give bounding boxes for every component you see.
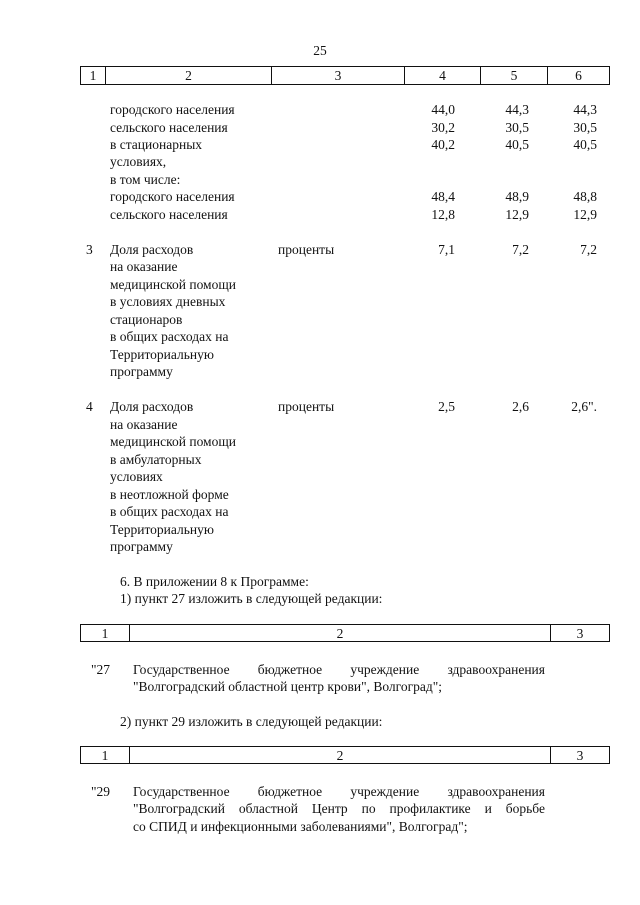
row-label: в том числе: xyxy=(110,172,181,187)
word: Государственное xyxy=(133,662,230,677)
table2-header xyxy=(80,624,610,642)
word: здравоохранения xyxy=(447,662,545,677)
table2-header-col3: 3 xyxy=(576,626,584,641)
page-number: 25 xyxy=(313,43,327,58)
row-text-line: программу xyxy=(110,539,173,554)
word: учреждение xyxy=(350,662,420,677)
row-number: "29 xyxy=(91,784,111,799)
table1-header xyxy=(80,66,610,85)
value-col4: 48,4 xyxy=(431,189,455,204)
word: бюджетное xyxy=(257,662,323,677)
row-text-line xyxy=(133,800,545,817)
row-text-line xyxy=(133,661,545,678)
table3-header xyxy=(80,746,610,764)
row-number: "27 xyxy=(91,662,111,677)
value-col5: 12,9 xyxy=(505,207,529,222)
word: учреждение xyxy=(350,784,420,799)
paragraph-6-item-1: 1) пункт 27 изложить в следующей редакции: xyxy=(120,591,383,606)
row-label: сельского населения xyxy=(110,120,228,135)
row-text-line: условиях xyxy=(110,469,163,484)
row-text-line: медицинской помощи xyxy=(110,277,236,292)
row-text-line: со СПИД и инфекционными заболеваниями", Волгоград"; xyxy=(133,819,468,834)
row-text-line: "Волгоградский областной центр крови", Волгоград"; xyxy=(133,679,442,694)
row-text-line: на оказание xyxy=(110,259,178,274)
table3-header-col3: 3 xyxy=(576,748,584,763)
word: по xyxy=(361,801,376,816)
row-text-line: на оказание xyxy=(110,417,178,432)
word: Государственное xyxy=(133,784,230,799)
paragraph-6: 6. В приложении 8 к Программе: xyxy=(120,574,309,589)
value-col5: 2,6 xyxy=(512,399,529,414)
value-col5: 44,3 xyxy=(505,102,529,117)
table2-header-col2: 2 xyxy=(336,626,344,641)
row-text-line: Территориальную xyxy=(110,522,214,537)
value-col4: 2,5 xyxy=(438,399,455,414)
value-col4: 44,0 xyxy=(431,102,455,117)
row-number: 4 xyxy=(86,399,93,414)
table3-header-col2: 2 xyxy=(336,748,344,763)
table1-header-col5: 5 xyxy=(510,68,518,83)
table1-header-col3: 3 xyxy=(334,68,342,83)
value-col4: 12,8 xyxy=(431,207,455,222)
value-col6: 44,3 xyxy=(573,102,597,117)
value-col6: 12,9 xyxy=(573,207,597,222)
word: и xyxy=(484,801,492,816)
value-col6: 40,5 xyxy=(573,137,597,152)
table1-header-col4: 4 xyxy=(439,68,446,83)
row-text-line: Доля расходов xyxy=(110,399,194,414)
table3-header-col1: 1 xyxy=(101,748,109,763)
value-col5: 30,5 xyxy=(505,120,529,135)
table1-header-col1: 1 xyxy=(89,68,97,83)
row-text-line: в общих расходах на xyxy=(110,329,229,344)
row-text-line: Доля расходов xyxy=(110,242,194,257)
value-col6: 30,5 xyxy=(573,120,597,135)
word: областной xyxy=(238,801,298,816)
row-text-line: стационаров xyxy=(110,312,183,327)
value-col4: 40,2 xyxy=(431,137,455,152)
table1-header-col6: 6 xyxy=(575,68,582,83)
word: профилактике xyxy=(389,801,471,816)
row-text-line: медицинской помощи xyxy=(110,434,236,449)
paragraph-6-item-2: 2) пункт 29 изложить в следующей редакции: xyxy=(120,714,383,729)
word: здравоохранения xyxy=(447,784,545,799)
row-text-line xyxy=(133,783,545,800)
table1-header-col2: 2 xyxy=(185,68,192,83)
row-label: сельского населения xyxy=(110,207,228,222)
row-text-line: программу xyxy=(110,364,173,379)
row-label: условиях, xyxy=(110,154,167,169)
row-label: городского населения xyxy=(110,189,235,204)
word: "Волгоградский xyxy=(133,801,225,816)
value-col6: 48,8 xyxy=(573,189,597,204)
row-text-line: в условиях дневных xyxy=(110,294,226,309)
row-text-line: Территориальную xyxy=(110,347,214,362)
word: борьбе xyxy=(505,801,545,816)
value-col5: 7,2 xyxy=(512,242,529,257)
row-number: 3 xyxy=(86,242,93,257)
word: Центр xyxy=(311,801,348,816)
row-unit: проценты xyxy=(278,242,335,257)
value-col5: 40,5 xyxy=(505,137,529,152)
value-col5: 48,9 xyxy=(505,189,529,204)
row-text-line: в амбулаторных xyxy=(110,452,202,467)
row-label: в стационарных xyxy=(110,137,203,152)
value-col4: 7,1 xyxy=(438,242,455,257)
word: бюджетное xyxy=(257,784,323,799)
table2-header-col1: 1 xyxy=(101,626,109,641)
row-unit: проценты xyxy=(278,399,335,414)
value-col4: 30,2 xyxy=(431,120,455,135)
row-text-line: в общих расходах на xyxy=(110,504,229,519)
value-col6: 7,2 xyxy=(580,242,597,257)
value-col6: 2,6". xyxy=(571,399,597,414)
row-text-line: в неотложной форме xyxy=(110,487,229,502)
row-label: городского населения xyxy=(110,102,235,117)
